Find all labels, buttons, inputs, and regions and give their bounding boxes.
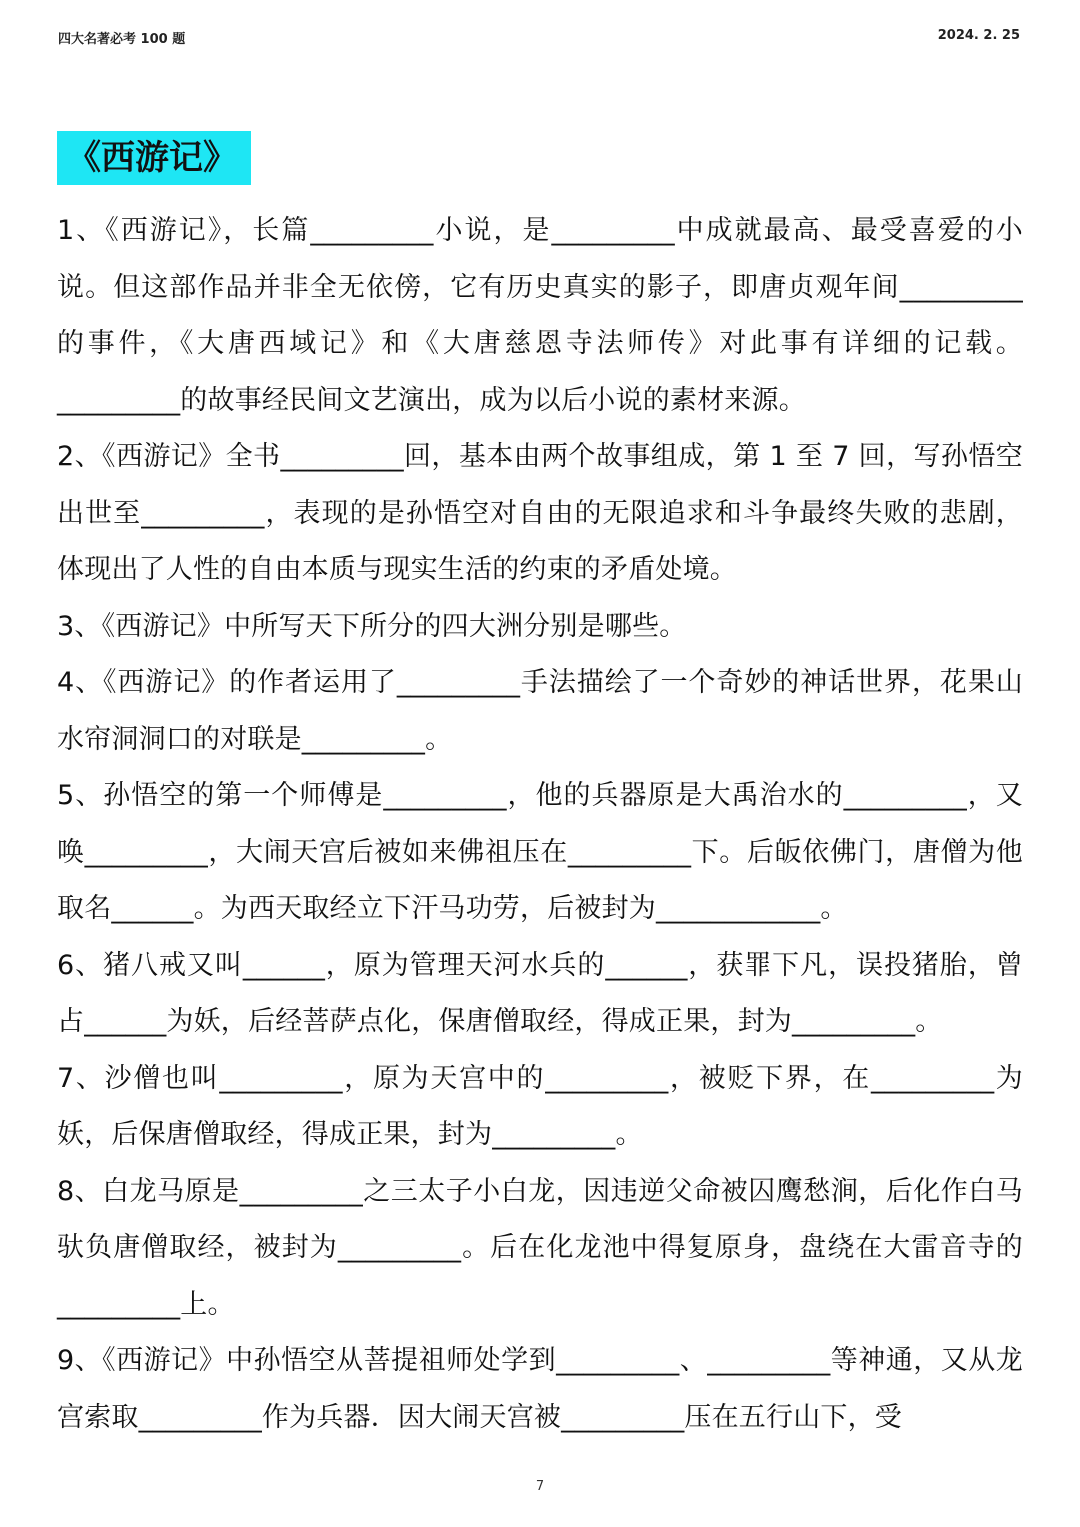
page-number: 7 xyxy=(535,1479,545,1494)
question-7: 7、沙僧也叫_________，原为天宫中的_________，被贬下界，在_________为妖，后保唐僧取经，得成正果，封为_________。 xyxy=(57,1062,1023,1150)
question-list xyxy=(57,203,1023,1446)
section-title: 《西游记》 xyxy=(57,131,251,185)
question-4: 4、《西游记》的作者运用了_________手法描绘了一个奇妙的神话世界，花果山水帘洞洞口的对联是_________。 xyxy=(57,667,1023,755)
page-header xyxy=(58,28,1020,48)
question-1: 1、《西游记》，长篇_________小说，是_________中成就最高、最受喜爱的小说。但这部作品并非全无依傍，它有历史真实的影子，即唐贞观年间_________的事件，《大唐西域记》和《大唐慈恩寺法师传》对此事有详细的记载。_________的故事经民间文艺演出，成为以后小说的素材来源。 xyxy=(57,215,1023,416)
question-5: 5、孙悟空的第一个师傅是_________，他的兵器原是大禹治水的_________，又唤_________，大闹天宫后被如来佛祖压在_________下。后皈依佛门，唐僧为他取名______。为西天取经立下汗马功劳，后被封为____________。 xyxy=(57,780,1023,924)
question-3: 3、《西游记》中所写天下所分的四大洲分别是哪些。 xyxy=(57,610,687,642)
question-2: 2、《西游记》全书_________回，基本由两个故事组成，第 1 至 7 回，写孙悟空出世至_________，表现的是孙悟空对自由的无限追求和斗争最终失败的悲剧，体现出了人性的自由本质与现实生活的约束的矛盾处境。 xyxy=(57,441,1023,585)
question-8: 8、白龙马原是_________之三太子小白龙，因违逆父命被囚鹰愁涧，后化作白马驮负唐僧取经，被封为_________。后在化龙池中得复原身，盘绕在大雷音寺的_________上。 xyxy=(57,1175,1023,1320)
document-title: 四大名著必考 100 题 xyxy=(58,32,186,47)
question-6: 6、猪八戒又叫______，原为管理天河水兵的______，获罪下凡，误投猪胎，曾占______为妖，后经菩萨点化，保唐僧取经，得成正果，封为_________。 xyxy=(57,949,1023,1037)
document-date: 2024. 2. 25 xyxy=(937,28,1020,43)
question-9: 9、《西游记》中孙悟空从菩提祖师处学到_________、_________等神通，又从龙宫索取_________作为兵器．因大闹天宫被_________压在五行山下，受 xyxy=(57,1345,1023,1433)
